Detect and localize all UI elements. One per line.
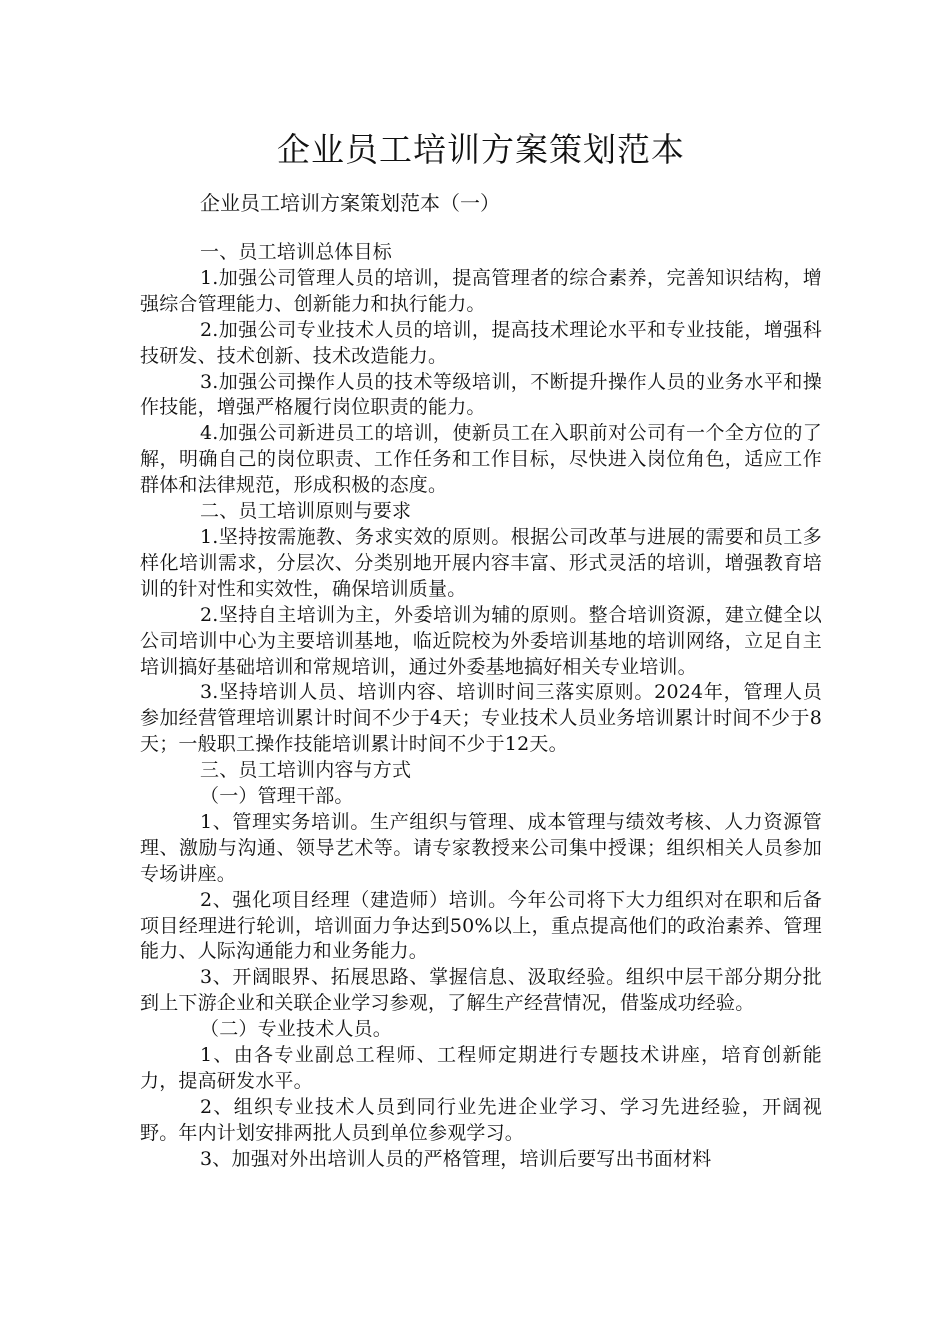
paragraph: 4.加强公司新进员工的培训，使新员工在入职前对公司有一个全方位的了解，明确自己的岗位职责、工作任务和工作目标，尽快进入岗位角色，适应工作群体和法律规范，形成积极的态度。: [140, 422, 822, 497]
document-title: 企业员工培训方案策划范本: [277, 130, 685, 169]
paragraph: 2、强化项目经理（建造师）培训。今年公司将下大力组织对在职和后备项目经理进行轮训，培训面力争达到50%以上，重点提高他们的政治素养、管理能力、人际沟通能力和业务能力。: [140, 888, 822, 963]
paragraph: 1.坚持按需施教、务求实效的原则。根据公司改革与进展的需要和员工多样化培训需求，分层次、分类别地开展内容丰富、形式灵活的培训，增强教育培训的针对性和实效性，确保培训质量。: [140, 525, 822, 600]
paragraph: 2、组织专业技术人员到同行业先进企业学习、学习先进经验，开阔视野。年内计划安排两批人员到单位参观学习。: [140, 1095, 822, 1144]
section-heading: 一、员工培训总体目标: [200, 241, 393, 263]
paragraph: 2.坚持自主培训为主，外委培训为辅的原则。整合培训资源，建立健全以公司培训中心为主要培训基地，临近院校为外委培训基地的培训网络，立足自主培训搞好基础培训和常规培训，通过外委基地搞好相关专业培训。: [140, 603, 822, 678]
subsection-heading: （二）专业技术人员。: [200, 1018, 393, 1041]
section-heading: 三、员工培训内容与方式: [200, 759, 412, 782]
paragraph: 3.坚持培训人员、培训内容、培训时间三落实原则。2024年，管理人员参加经营管理培训累计时间不少于4天；专业技术人员业务培训累计时间不少于8天；一般职工操作技能培训累计时间不少于12天。: [140, 681, 822, 756]
paragraph: 1.加强公司管理人员的培训，提高管理者的综合素养，完善知识结构，增强综合管理能力、创新能力和执行能力。: [140, 266, 822, 315]
document-subtitle: 企业员工培训方案策划范本（一）: [200, 191, 500, 215]
paragraph: 3、加强对外出培训人员的严格管理，培训后要写出书面材料: [200, 1147, 712, 1170]
document-body: [140, 240, 822, 1173]
subsection-heading: （一）管理干部。: [200, 785, 354, 808]
paragraph: 1、由各专业副总工程师、工程师定期进行专题技术讲座，培育创新能力，提高研发水平。: [140, 1044, 822, 1092]
paragraph: 3.加强公司操作人员的技术等级培训，不断提升操作人员的业务水平和操作技能，增强严格履行岗位职责的能力。: [140, 370, 822, 419]
section-heading: 二、员工培训原则与要求: [200, 500, 412, 523]
paragraph: 2.加强公司专业技术人员的培训，提高技术理论水平和专业技能，增强科技研发、技术创新、技术改造能力。: [140, 318, 822, 367]
paragraph: 1、管理实务培训。生产组织与管理、成本管理与绩效考核、人力资源管理、激励与沟通、领导艺术等。请专家教授来公司集中授课；组织相关人员参加专场讲座。: [140, 810, 822, 885]
paragraph: 3、开阔眼界、拓展思路、掌握信息、汲取经验。组织中层干部分期分批到上下游企业和关联企业学习参观，了解生产经营情况，借鉴成功经验。: [140, 966, 822, 1015]
